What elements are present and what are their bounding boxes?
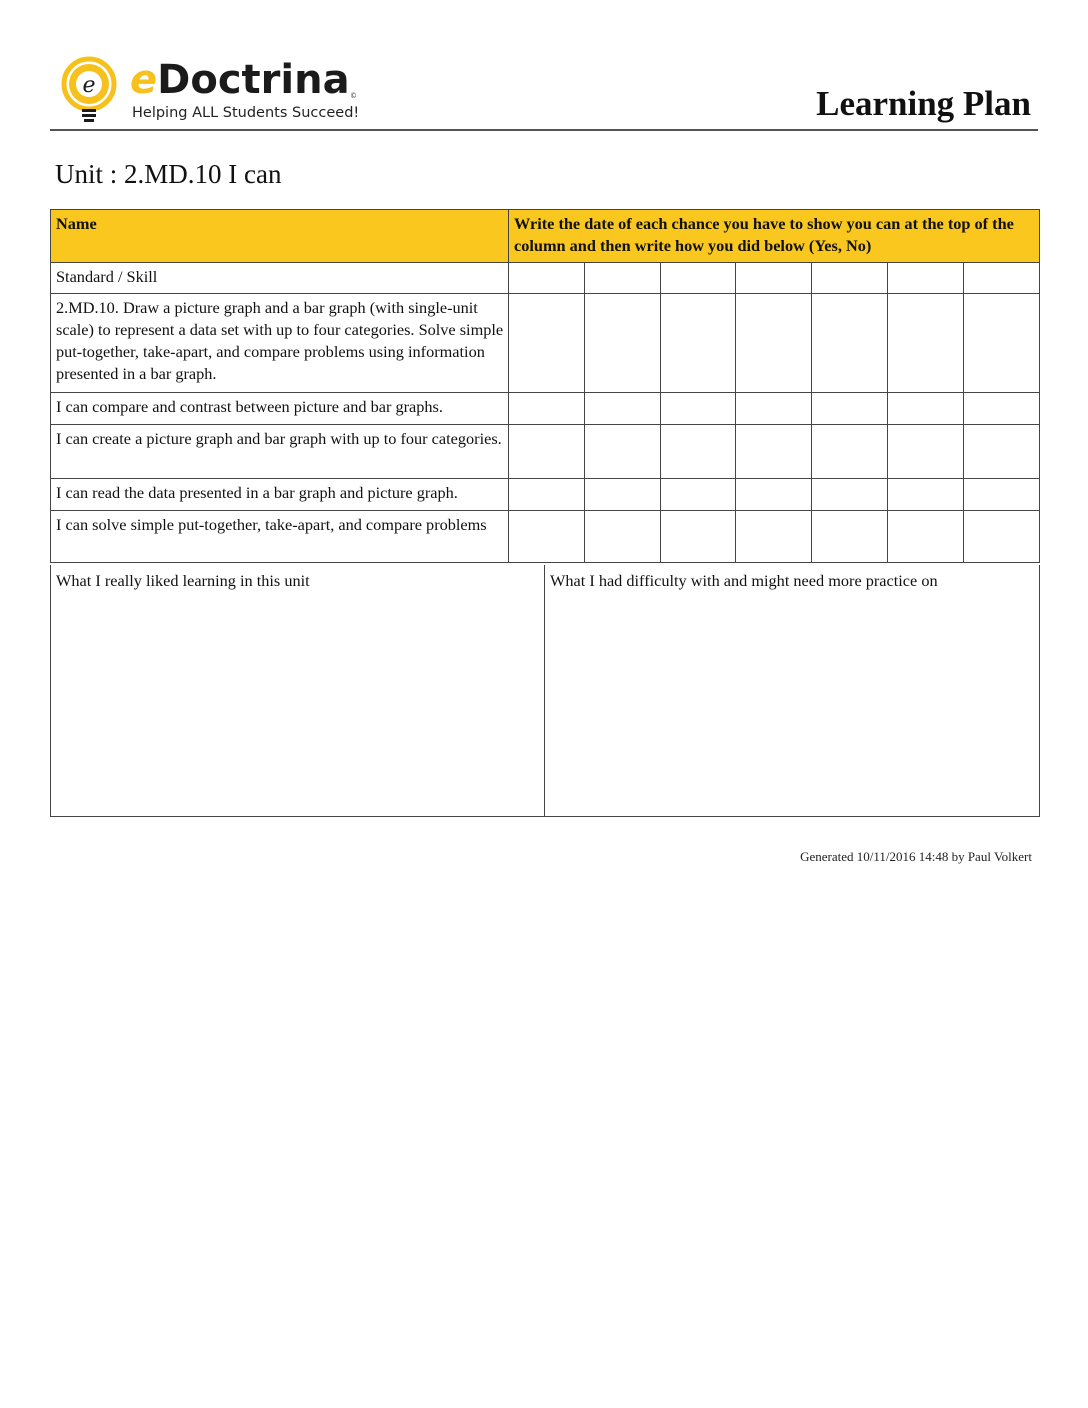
date-cell[interactable]: [585, 263, 661, 294]
result-cell[interactable]: [585, 393, 661, 425]
result-cell[interactable]: [509, 294, 585, 393]
trademark-mark: ©: [350, 92, 357, 100]
table-row: [51, 294, 1040, 393]
table-row: [51, 263, 1040, 294]
generated-footer: Generated 10/11/2016 14:48 by Paul Volkert: [800, 849, 1032, 864]
edoctrina-logo: [56, 54, 376, 128]
document-title: Learning Plan: [816, 84, 1031, 123]
result-cell[interactable]: [585, 511, 661, 563]
result-cell[interactable]: [585, 425, 661, 479]
result-cell[interactable]: [964, 479, 1040, 511]
name-header: Name: [51, 210, 509, 263]
skill-label: 2.MD.10. Draw a picture graph and a bar graph (with single-unit scale) to represent a data set with up to four categories. Solve simple put-together, take-apart, and compare problems using information presented in a bar graph.: [51, 294, 509, 393]
brand-tagline: Helping ALL Students Succeed!: [132, 105, 360, 121]
result-cell[interactable]: [736, 393, 812, 425]
result-cell[interactable]: [509, 425, 585, 479]
skill-label: I can read the data presented in a bar graph and picture graph.: [51, 479, 509, 511]
result-cell[interactable]: [736, 294, 812, 393]
lightbulb-icon: [56, 54, 126, 128]
result-cell[interactable]: [888, 393, 964, 425]
result-cell[interactable]: [812, 479, 888, 511]
brand-name-text: Doctrina: [157, 57, 350, 103]
result-cell[interactable]: [509, 511, 585, 563]
result-cell[interactable]: [661, 393, 736, 425]
brand-name: [130, 56, 350, 104]
result-cell[interactable]: [661, 511, 736, 563]
result-cell[interactable]: [964, 393, 1040, 425]
liked-learning-box[interactable]: [51, 565, 545, 817]
learning-plan-table: [50, 209, 1040, 563]
result-cell[interactable]: [888, 511, 964, 563]
header-divider: [50, 129, 1038, 131]
result-cell[interactable]: [585, 479, 661, 511]
result-cell[interactable]: [585, 294, 661, 393]
result-cell[interactable]: [812, 425, 888, 479]
table-header-row: [51, 210, 1040, 263]
instructions-header: Write the date of each chance you have to show you can at the top of the column and then write how you did below (Yes, No): [509, 210, 1040, 263]
brand-prefix: e: [130, 57, 158, 103]
table-row: [51, 479, 1040, 511]
table-row: [51, 511, 1040, 563]
skill-label: I can compare and contrast between picture and bar graphs.: [51, 393, 509, 425]
date-cell[interactable]: [736, 263, 812, 294]
difficulty-label: What I had difficulty with and might need more practice on: [550, 571, 938, 590]
result-cell[interactable]: [661, 425, 736, 479]
table-row: [51, 393, 1040, 425]
liked-learning-label: What I really liked learning in this unit: [56, 571, 310, 590]
date-cell[interactable]: [888, 263, 964, 294]
result-cell[interactable]: [509, 393, 585, 425]
result-cell[interactable]: [812, 511, 888, 563]
date-cell[interactable]: [661, 263, 736, 294]
result-cell[interactable]: [964, 294, 1040, 393]
result-cell[interactable]: [736, 511, 812, 563]
result-cell[interactable]: [812, 294, 888, 393]
result-cell[interactable]: [964, 425, 1040, 479]
table-row: [51, 425, 1040, 479]
difficulty-box[interactable]: [545, 565, 1040, 817]
svg-text:e: e: [82, 73, 96, 98]
date-cell[interactable]: [812, 263, 888, 294]
date-cell[interactable]: [509, 263, 585, 294]
skill-label: I can solve simple put-together, take-apart, and compare problems: [51, 511, 509, 563]
reflection-table: [50, 565, 1040, 817]
result-cell[interactable]: [661, 479, 736, 511]
result-cell[interactable]: [661, 294, 736, 393]
result-cell[interactable]: [964, 511, 1040, 563]
result-cell[interactable]: [888, 479, 964, 511]
result-cell[interactable]: [509, 479, 585, 511]
result-cell[interactable]: [736, 425, 812, 479]
result-cell[interactable]: [888, 425, 964, 479]
unit-title: Unit : 2.MD.10 I can: [55, 159, 282, 189]
skill-label: Standard / Skill: [51, 263, 509, 294]
skill-label: I can create a picture graph and bar graph with up to four categories.: [51, 425, 509, 479]
result-cell[interactable]: [736, 479, 812, 511]
date-cell[interactable]: [964, 263, 1040, 294]
result-cell[interactable]: [888, 294, 964, 393]
result-cell[interactable]: [812, 393, 888, 425]
